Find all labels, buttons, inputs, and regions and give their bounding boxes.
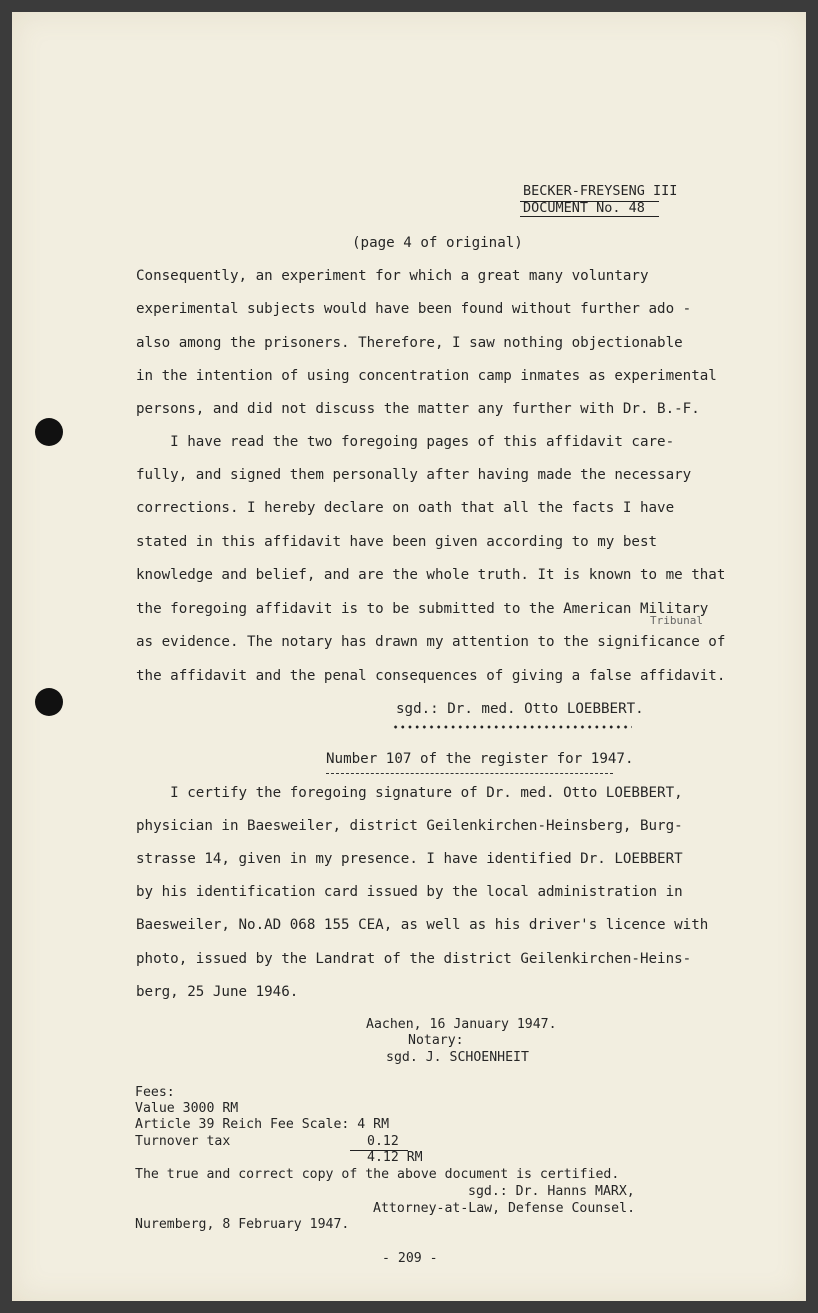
body-line: Consequently, an experiment for which a great many voluntary — [136, 268, 649, 284]
tribunal-note: Tribunal — [650, 614, 703, 627]
body-line: strasse 14, given in my presence. I have identified Dr. LOEBBERT — [136, 851, 683, 867]
fees-label: Fees: — [135, 1085, 175, 1100]
body-line: knowledge and belief, and are the whole truth. It is known to me that — [136, 567, 726, 583]
body-line: the affidavit and the penal consequences of giving a false affidavit. — [136, 668, 726, 684]
body-line: in the intention of using concentration camp inmates as experimental — [136, 368, 717, 384]
body-line: photo, issued by the Landrat of the district Geilenkirchen-Heins- — [136, 951, 692, 967]
body-line: I have read the two foregoing pages of this affidavit care- — [136, 434, 675, 450]
fees-total: 4.12 RM — [367, 1150, 423, 1165]
page-number: - 209 - — [382, 1251, 438, 1266]
fees-turnover-label: Turnover tax — [135, 1134, 231, 1149]
body-line: stated in this affidavit have been given according to my best — [136, 534, 658, 550]
header-rule — [520, 216, 659, 217]
body-line: corrections. I hereby declare on oath that all the facts I have — [136, 500, 675, 516]
fees-article: Article 39 Reich Fee Scale: 4 RM — [135, 1117, 390, 1132]
punch-hole — [35, 688, 63, 716]
body-line: persons, and did not discuss the matter any further with Dr. B.-F. — [136, 401, 700, 417]
certification-role: Attorney-at-Law, Defense Counsel. — [373, 1201, 636, 1216]
register-number: Number 107 of the register for 1947. — [326, 751, 634, 767]
body-line: experimental subjects would have been found without further ado - — [136, 301, 692, 317]
header-line-2: DOCUMENT No. 48 — [523, 200, 645, 216]
body-line: fully, and signed them personally after having made the necessary — [136, 467, 692, 483]
fees-value: Value 3000 RM — [135, 1101, 239, 1116]
notary-signature: sgd. J. SCHOENHEIT — [386, 1050, 529, 1065]
notary-title: Notary: — [408, 1033, 464, 1048]
punch-hole — [35, 418, 63, 446]
body-line: the foregoing affidavit is to be submitted to the American Military — [136, 601, 709, 617]
certification-line: The true and correct copy of the above document is certified. — [135, 1167, 620, 1182]
body-line: by his identification card issued by the local administration in — [136, 884, 683, 900]
notary-place-date: Aachen, 16 January 1947. — [366, 1017, 557, 1032]
document-page — [12, 12, 806, 1301]
body-line: I certify the foregoing signature of Dr. med. Otto LOEBBERT, — [136, 785, 683, 801]
body-line: also among the prisoners. Therefore, I saw nothing objectionable — [136, 335, 683, 351]
page-reference: (page 4 of original) — [352, 235, 523, 251]
signature-loebbert: sgd.: Dr. med. Otto LOEBBERT. — [396, 701, 644, 717]
dotted-line — [392, 725, 632, 729]
certification-signature: sgd.: Dr. Hanns MARX, — [468, 1184, 635, 1199]
body-line: berg, 25 June 1946. — [136, 984, 299, 1000]
body-line: as evidence. The notary has drawn my attention to the significance of — [136, 634, 726, 650]
final-place-date: Nuremberg, 8 February 1947. — [135, 1217, 350, 1232]
body-line: Baesweiler, No.AD 068 155 CEA, as well as his driver's licence with — [136, 917, 709, 933]
fees-turnover-amount: 0.12 — [367, 1134, 399, 1149]
body-line: physician in Baesweiler, district Geilenkirchen-Heinsberg, Burg- — [136, 818, 683, 834]
register-underline — [326, 773, 613, 774]
header-line-1: BECKER-FREYSENG III — [523, 183, 678, 199]
